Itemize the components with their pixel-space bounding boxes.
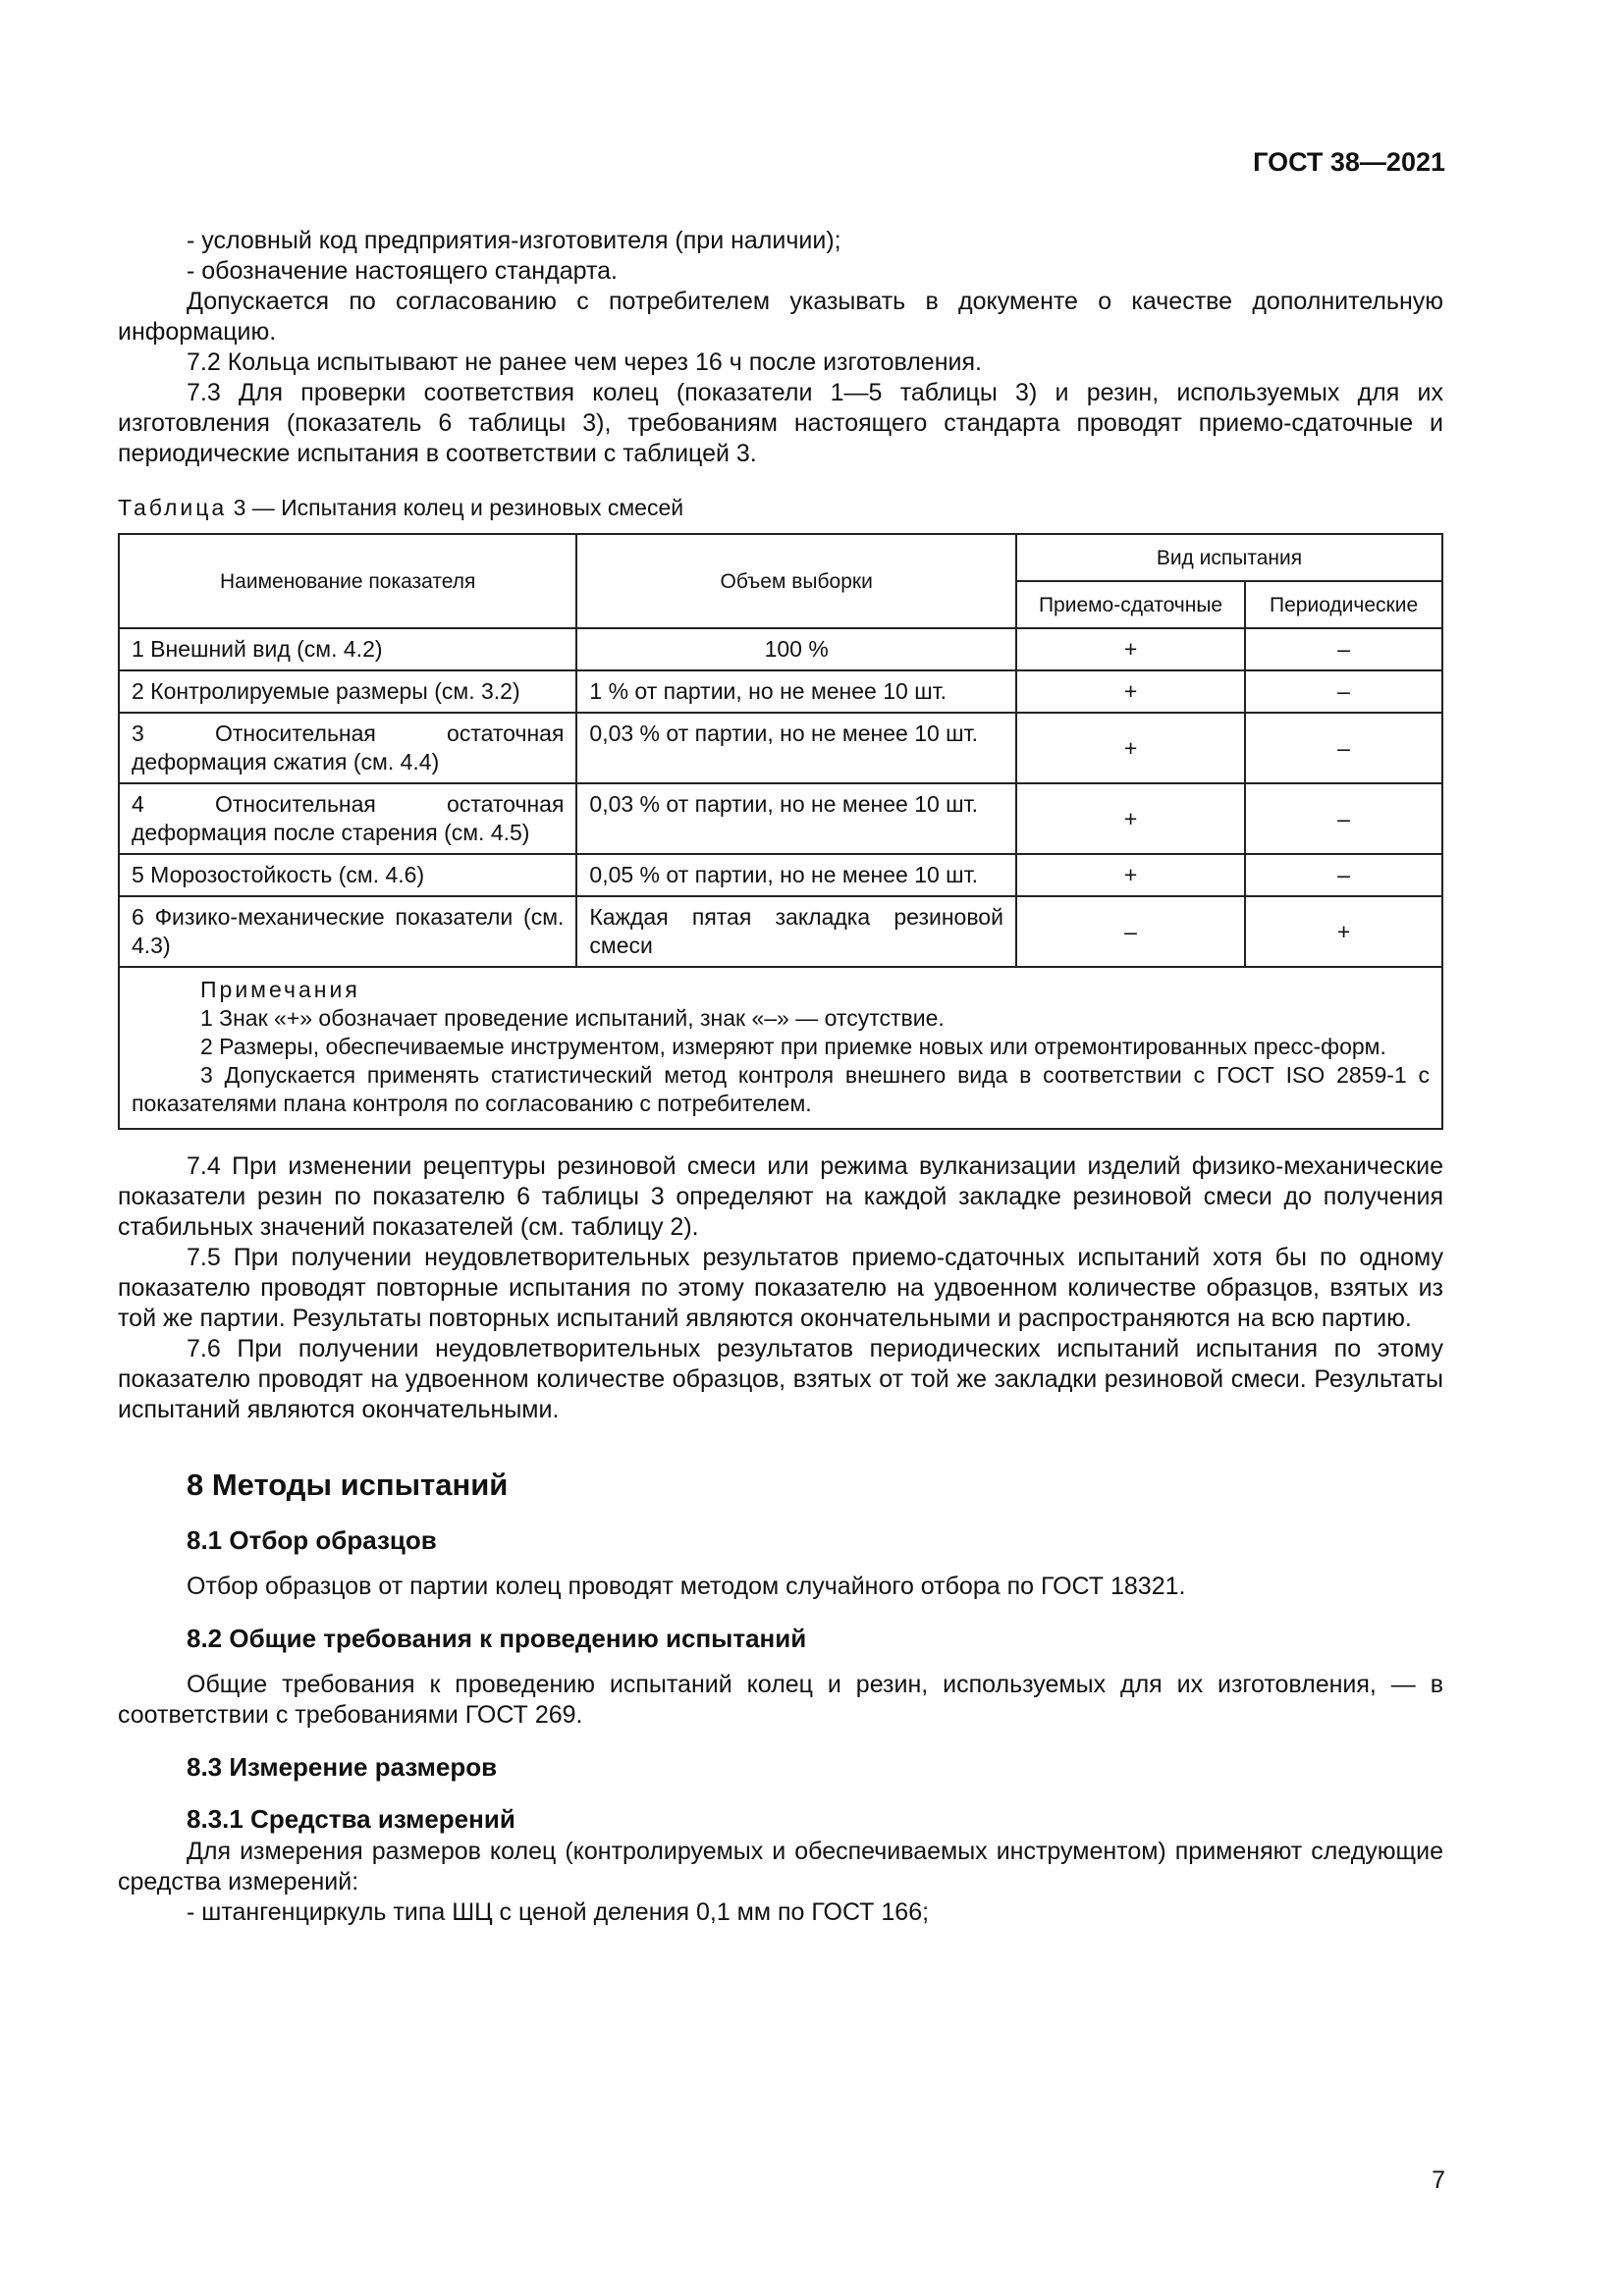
list-item: - условный код предприятия-изготовителя (при наличии); [187,227,841,254]
table-cell-name: 2 Контролируемые размеры (см. 3.2) [119,670,576,713]
table-cell-sample: 0,05 % от партии, но не менее 10 шт. [576,854,1016,896]
table-cell-sample: 0,03 % от партии, но не менее 10 шт. [576,713,1016,783]
paragraph-7-4: 7.4 При изменении рецептуры резиновой смеси или режима вулканизации изделий физико-механические показатели резин по показателю 6 таблицы 3 определяют на каждой закладке резиновой смеси до получения стабильных значений показателей (см. таблицу 2). [118,1152,1443,1241]
section-8-2-heading: 8.2 Общие требования к проведению испытаний [187,1624,807,1653]
table-row [119,854,1442,896]
table-row [119,670,1442,713]
notes-title: Примечания [200,977,360,1002]
header-periodic: Периодические [1245,581,1442,628]
table-cell-name: 1 Внешний вид (см. 4.2) [119,628,576,670]
header-type: Вид испытания [1016,534,1442,581]
page-number: 7 [1432,2166,1445,2194]
table-cell-name: 5 Морозостойкость (см. 4.6) [119,854,576,896]
table-row [119,896,1442,967]
table-notes-row [119,967,1442,1129]
paragraph-7-3: 7.3 Для проверки соответствия колец (показатели 1—5 таблицы 3) и резин, используемых для их изготовления (показатель 6 таблицы 3), требованиям настоящего стандарта проводят приемо-сдаточные и периодические испытания в соответствии с таблицей 3. [118,379,1443,467]
table-cell-sample: 100 % [576,628,1016,670]
table-cell-acceptance: + [1016,628,1245,670]
paragraph-8-1: Отбор образцов от партии колец проводят методом случайного отбора по ГОСТ 18321. [187,1573,1186,1600]
page-header-code: ГОСТ 38—2021 [1253,147,1445,177]
table-cell-name: 4 Относительная остаточная деформация после старения (см. 4.5) [119,783,576,854]
table-cell-acceptance: + [1016,854,1245,896]
table-cell-periodic: – [1245,854,1442,896]
table-row [119,783,1442,854]
table-notes [119,967,1442,1129]
table-cell-sample: Каждая пятая закладка резиновой смеси [576,896,1016,967]
header-sample: Объем выборки [576,534,1016,628]
table-row [119,713,1442,783]
table-cell-acceptance: + [1016,713,1245,783]
section-8-3-heading: 8.3 Измерение размеров [187,1752,498,1782]
table-header-row [119,534,1442,581]
header-acceptance: Приемо-сдаточные [1016,581,1245,628]
paragraph: Допускается по согласованию с потребителем указывать в документе о качестве дополнительную информацию. [118,288,1443,346]
table-cell-sample: 0,03 % от партии, но не менее 10 шт. [576,783,1016,854]
section-8-3-1-heading: 8.3.1 Средства измерений [187,1804,515,1834]
page-content [118,226,1443,1928]
table-body [119,628,1442,967]
note-item: 3 Допускается применять статистический метод контроля внешнего вида в соответствии с ГОСТ ISO 2859-1 с показателями плана контроля по согласованию с потребителем. [132,1062,1430,1116]
table-cell-acceptance: + [1016,783,1245,854]
list-item: - штангенциркуль типа ШЦ с ценой деления 0,1 мм по ГОСТ 166; [187,1898,930,1926]
table-caption [118,493,1443,523]
paragraph-8-2: Общие требования к проведению испытаний колец и резин, используемых для их изготовления, — в соответствии с требованиями ГОСТ 269. [118,1671,1443,1729]
table-cell-sample: 1 % от партии, но не менее 10 шт. [576,670,1016,713]
table-cell-periodic: – [1245,670,1442,713]
table-3 [118,533,1443,1130]
table-cell-periodic: – [1245,628,1442,670]
table-caption-label: Таблица [118,495,228,520]
table-cell-periodic: + [1245,896,1442,967]
table-cell-acceptance: + [1016,670,1245,713]
table-caption-text: 3 — Испытания колец и резиновых смесей [227,495,684,520]
paragraph-7-5: 7.5 При получении неудовлетворительных результатов приемо-сдаточных испытаний хотя бы по одному показателю проводят повторные испытания по этому показателю на удвоенном количестве образцов, взятых из той же партии. Результаты повторных испытаний являются окончательными и распространяются на всю партию. [118,1244,1443,1332]
table-row [119,628,1442,670]
table-cell-name: 6 Физико-механические показатели (см. 4.3) [119,896,576,967]
table-cell-periodic: – [1245,713,1442,783]
table-cell-name: 3 Относительная остаточная деформация сжатия (см. 4.4) [119,713,576,783]
header-name: Наименование показателя [119,534,576,628]
section-8-heading: 8 Методы испытаний [187,1468,509,1502]
table-cell-acceptance: – [1016,896,1245,967]
note-item: 2 Размеры, обеспечиваемые инструментом, измеряют при приемке новых или отремонтированных пресс-форм. [200,1034,1386,1059]
section-8-1-heading: 8.1 Отбор образцов [187,1525,437,1555]
note-item: 1 Знак «+» обозначает проведение испытаний, знак «–» — отсутствие. [200,1005,945,1031]
paragraph-7-6: 7.6 При получении неудовлетворительных результатов периодических испытаний испытания по этому показателю проводят на удвоенном количестве образцов, взятых от той же закладки резиновой смеси. Результаты испытаний являются окончательными. [118,1335,1443,1423]
paragraph-8-3-1: Для измерения размеров колец (контролируемых и обеспечиваемых инструментом) применяют следующие средства измерений: [118,1838,1443,1896]
list-item: - обозначение настоящего стандарта. [187,257,618,285]
table-cell-periodic: – [1245,783,1442,854]
paragraph-7-2: 7.2 Кольца испытывают не ранее чем через 16 ч после изготовления. [187,348,982,376]
